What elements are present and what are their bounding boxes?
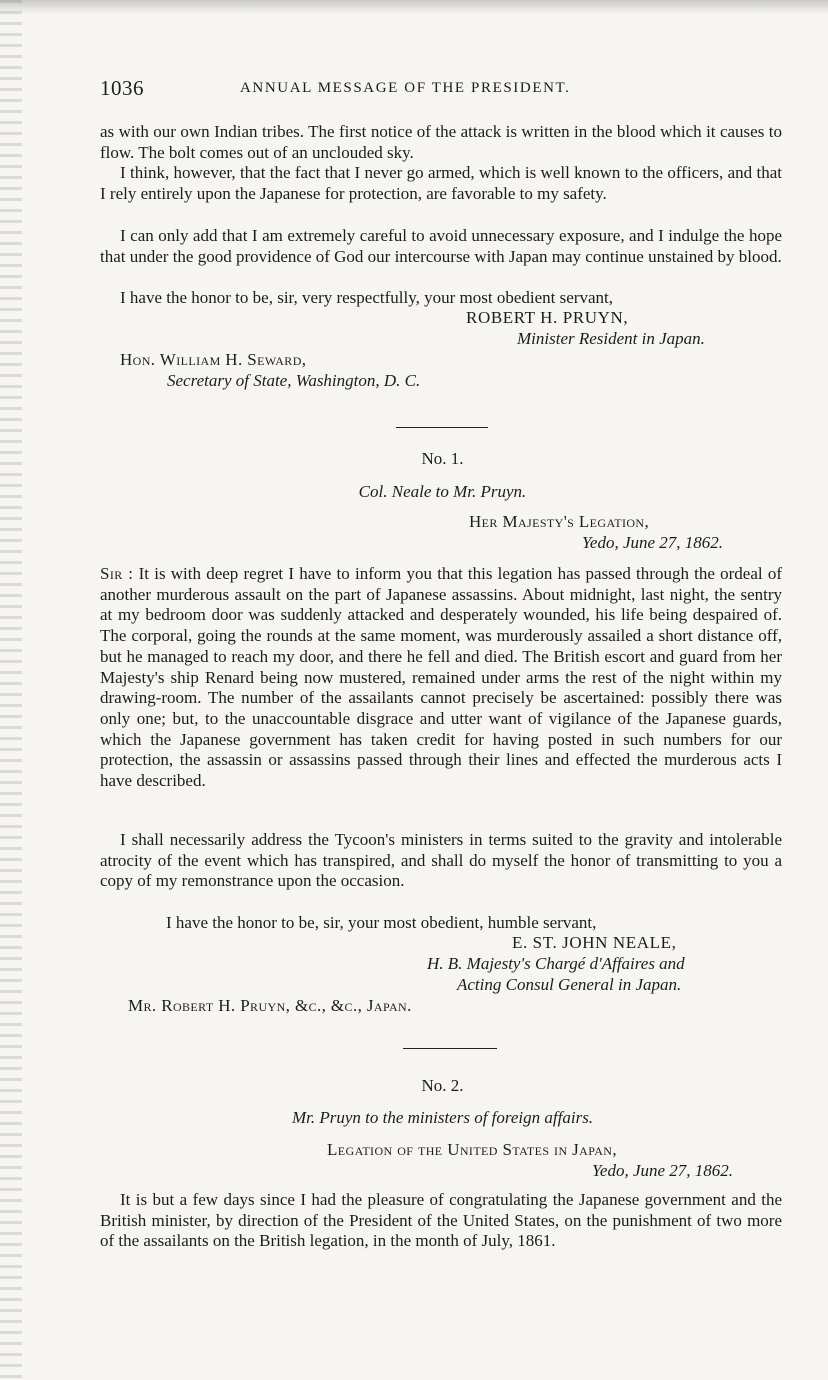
document-1-salutation: Sir :: [100, 564, 134, 583]
document-1-signature-title-2: Acting Consul General in Japan.: [457, 975, 682, 994]
scan-edge-left: [0, 0, 22, 1380]
running-title: ANNUAL MESSAGE OF THE PRESIDENT.: [240, 80, 571, 96]
document-2-number: No. 2.: [421, 1076, 464, 1095]
document-1-heading: Col. Neale to Mr. Pruyn.: [358, 482, 527, 501]
document-1-number: No. 1.: [421, 449, 464, 468]
pruyn-paragraph-3: I can only add that I am extremely careful to avoid unnecessary exposure, and I indulge the hope that under the good providence of God our intercourse with Japan may continue unstained by blood.: [100, 226, 782, 266]
document-2-origin: Legation of the United States in Japan,: [327, 1140, 617, 1159]
scan-edge-top: [0, 0, 828, 14]
running-head: [100, 76, 785, 102]
document-1-signature-name: E. ST. JOHN NEALE,: [512, 933, 677, 952]
document-2-heading: Mr. Pruyn to the ministers of foreign affairs.: [291, 1108, 594, 1127]
pruyn-signature-name: ROBERT H. PRUYN,: [466, 308, 629, 327]
document-1-place-date-text: Yedo, June 27, 1862.: [582, 533, 724, 552]
page-number: 1036: [100, 76, 144, 100]
document-1-paragraph-1-text: It is with deep regret I have to inform you that this legation has passed through the ordeal of another murderous assault on the part of Japanese assassins. About midnight, last night, the sentry at my bedroom door was suddenly attacked and desperately wounded, his life being despaired of. The corporal, going the rounds at the same moment, was murderously assailed a short distance off, but he managed to reach my door, and there he fell and died. The British escort and guard from her Majesty's ship Renard being now mustered, remained under arms the rest of the night within my drawing-room. The number of the assailants cannot precisely be ascertained: possibly there was only one; but, to the unaccountable disgrace and utter want of vigilance of the Japanese guards, which the Japanese government has taken credit for having posted in such numbers for our protection, the assassin or assassins passed through their lines and effected the murderous acts I have described.: [100, 564, 782, 791]
document-1-paragraph-1: [100, 564, 782, 792]
pruyn-addressee-title: Secretary of State, Washington, D. C.: [167, 371, 421, 390]
pruyn-paragraph-2: I think, however, that the fact that I never go armed, which is well known to the officers, and that I rely entirely upon the Japanese for protection, are favorable to my safety.: [100, 163, 782, 203]
pruyn-closing: I have the honor to be, sir, very respectfully, your most obedient servant,: [120, 288, 613, 307]
document-1-closing: I have the honor to be, sir, your most obedient, humble servant,: [166, 913, 597, 932]
pruyn-addressee-name: Hon. William H. Seward,: [120, 350, 307, 369]
document-1-origin: Her Majesty's Legation,: [469, 512, 650, 531]
pruyn-paragraph-1: as with our own Indian tribes. The first notice of the attack is written in the blood which it causes to flow. The bolt comes out of an unclouded sky.: [100, 122, 782, 162]
section-divider-2: [403, 1048, 497, 1049]
document-2-place-date: Yedo, June 27, 1862.: [592, 1161, 734, 1180]
document-1-addressee: Mr. Robert H. Pruyn, &c., &c., Japan.: [128, 996, 412, 1015]
document-1-place-date: [582, 533, 723, 554]
section-divider-1: [396, 427, 488, 428]
document-2-paragraph-1: It is but a few days since I had the pleasure of congratulating the Japanese government and the British minister, by direction of the President of the United States, on the punishment of two more of the assailants on the British legation, in the month of July, 1861.: [100, 1190, 782, 1251]
document-1-paragraph-2: I shall necessarily address the Tycoon's ministers in terms suited to the gravity and intolerable atrocity of the event which has transpired, and shall do myself the honor of transmitting to you a copy of my remonstrance upon the occasion.: [100, 830, 782, 891]
pruyn-signature-title: Minister Resident in Japan.: [517, 329, 705, 348]
document-1-signature-title-1: H. B. Majesty's Chargé d'Affaires and: [427, 954, 685, 973]
